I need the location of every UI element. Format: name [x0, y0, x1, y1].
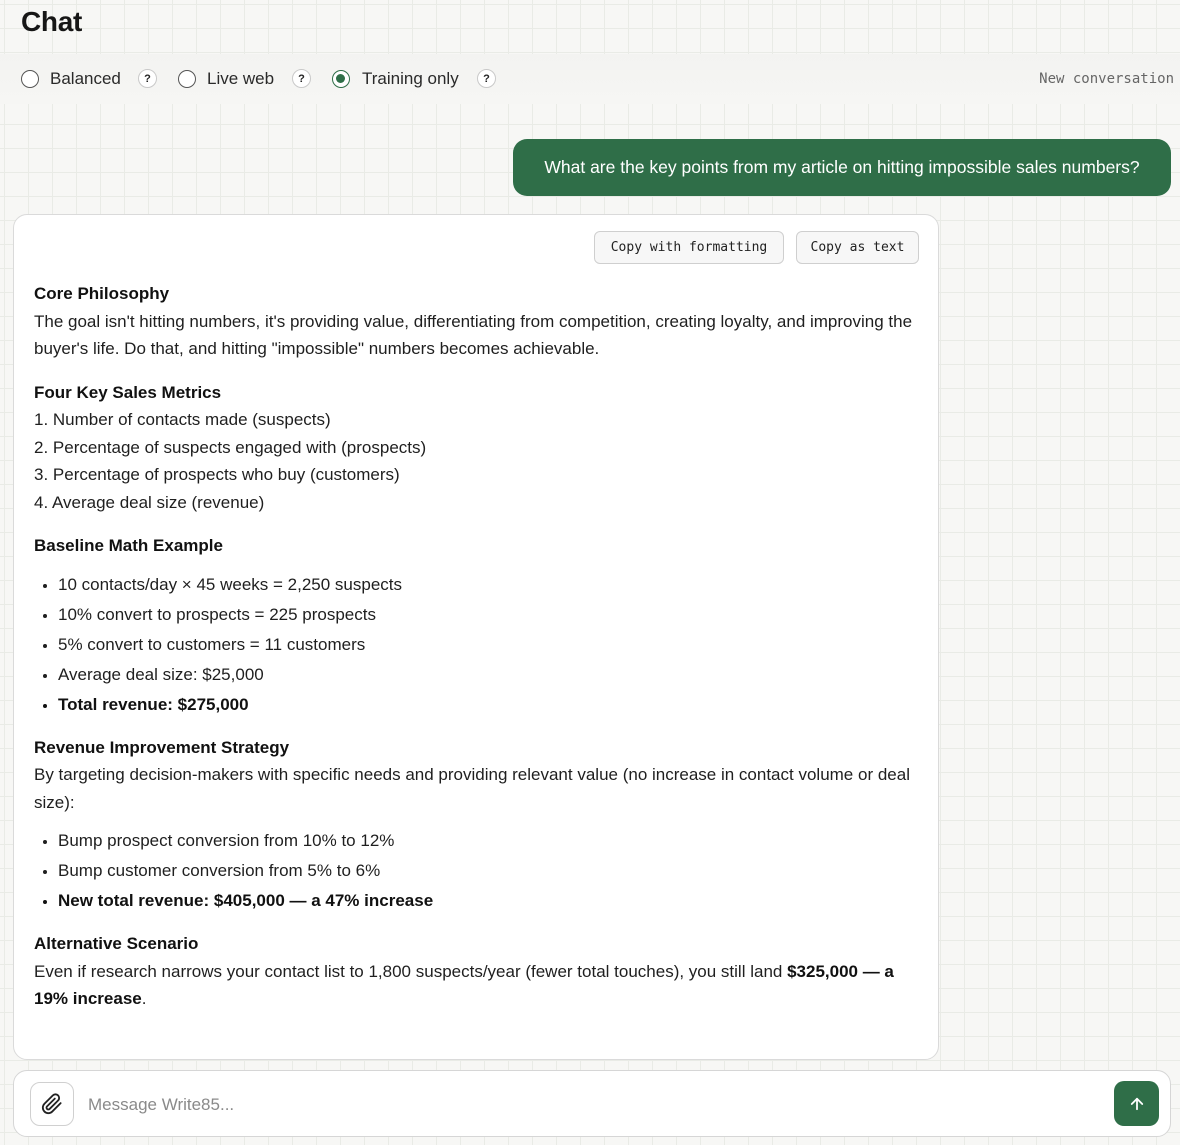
mode-option-training-only[interactable]	[332, 68, 459, 90]
help-icon-training-only[interactable]: ?	[477, 69, 496, 88]
metric-item: 3. Percentage of prospects who buy (customers)	[34, 465, 400, 484]
paragraph-text: Even if research narrows your contact list to 1,800 suspects/year (fewer total touches), you still land	[34, 961, 788, 981]
mode-label-balanced: Balanced	[50, 69, 121, 88]
message-composer	[13, 1070, 1171, 1137]
arrow-up-icon	[1128, 1095, 1146, 1113]
paragraph-end: .	[141, 989, 147, 1008]
section-paragraph: By targeting decision-makers with specific needs and providing relevant value (no increase in contact volume or deal size):	[34, 765, 910, 812]
paperclip-icon	[41, 1093, 63, 1115]
mode-label-live-web: Live web	[207, 69, 275, 88]
new-conversation-button[interactable]: New conversation	[1039, 71, 1174, 87]
paragraph-bold: $325,000 — a 19% increase	[34, 961, 894, 1008]
assistant-message-card	[13, 214, 939, 1060]
section-heading: Alternative Scenario	[34, 934, 199, 953]
list-item: • Bump prospect conversion from 10% to 12%	[58, 826, 924, 856]
section-heading: Core Philosophy	[34, 284, 170, 303]
section-paragraph	[34, 958, 924, 1013]
list-item: • 5% convert to customers = 11 customers	[58, 630, 924, 660]
attach-button[interactable]	[30, 1082, 74, 1126]
radio-training-only[interactable]	[332, 70, 350, 88]
radio-balanced[interactable]	[21, 70, 39, 88]
copy-with-formatting-button[interactable]: Copy with formatting	[594, 231, 784, 264]
copy-as-text-button[interactable]: Copy as text	[796, 231, 919, 264]
list-item-total: • Total revenue: $275,000	[58, 690, 924, 720]
section-baseline-math	[34, 532, 924, 720]
assistant-message-content	[34, 280, 924, 1013]
mode-label-training-only: Training only	[362, 69, 459, 88]
mode-option-live-web[interactable]	[178, 68, 274, 90]
help-icon-live-web[interactable]: ?	[292, 69, 311, 88]
list-item: • Bump customer conversion from 5% to 6%	[58, 856, 924, 886]
mode-selector	[0, 54, 1180, 104]
list-item-total: • New total revenue: $405,000 — a 47% increase	[58, 886, 924, 916]
section-paragraph: The goal isn't hitting numbers, it's providing value, differentiating from competition, creating loyalty, and improving the buyer's life. Do that, and hitting "impossible" numbers becomes achievable.	[34, 311, 913, 358]
section-heading: Revenue Improvement Strategy	[34, 737, 290, 757]
metric-item: 4. Average deal size (revenue)	[34, 492, 265, 512]
bullet-list	[34, 826, 924, 916]
metric-item: 1. Number of contacts made (suspects)	[34, 410, 331, 429]
section-heading: Baseline Math Example	[34, 536, 223, 555]
section-sales-metrics	[34, 379, 924, 517]
user-message-bubble	[513, 139, 1171, 196]
message-input[interactable]	[86, 1089, 1090, 1121]
section-core-philosophy	[34, 280, 924, 363]
metric-item: 2. Percentage of suspects engaged with (prospects)	[34, 437, 427, 457]
bullet-list	[34, 570, 924, 720]
section-alternative-scenario	[34, 930, 924, 1013]
user-message-text: What are the key points from my article on hitting impossible sales numbers?	[544, 157, 1140, 177]
list-item: • 10% convert to prospects = 225 prospects	[58, 600, 924, 630]
mode-option-balanced[interactable]	[21, 68, 121, 90]
list-item: • 10 contacts/day × 45 weeks = 2,250 suspects	[58, 570, 924, 600]
send-button[interactable]	[1114, 1081, 1159, 1126]
section-heading: Four Key Sales Metrics	[34, 382, 222, 402]
help-icon-balanced[interactable]: ?	[138, 69, 157, 88]
page-title: Chat	[21, 6, 83, 37]
radio-live-web[interactable]	[178, 70, 196, 88]
section-revenue-strategy	[34, 734, 924, 917]
list-item: • Average deal size: $25,000	[58, 660, 924, 690]
